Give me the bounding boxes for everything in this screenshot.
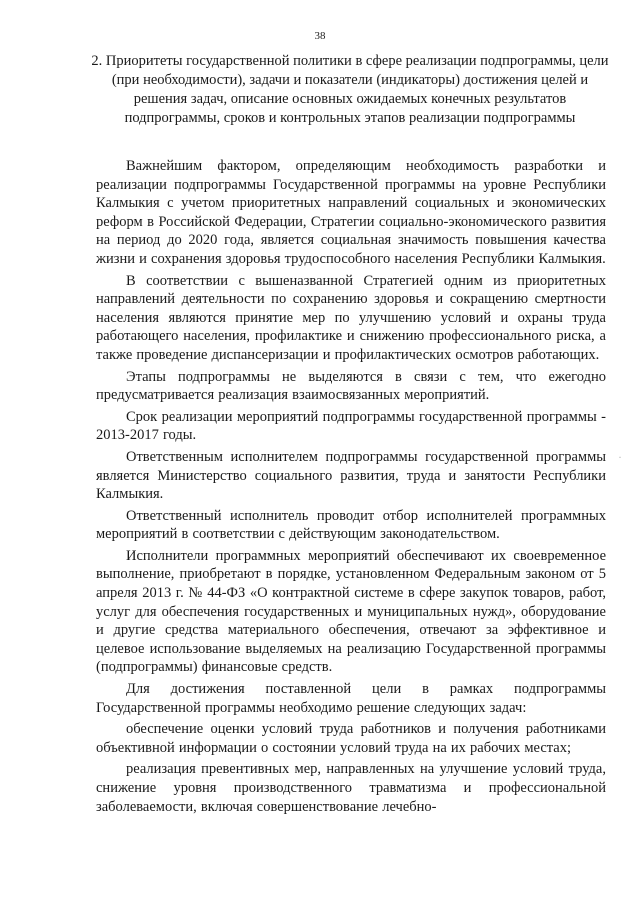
paragraph: обеспечение оценки условий труда работников и получения работниками объективной информации о состоянии условий труда на их рабочих местах; [96,721,606,756]
page-number: 38 [314,30,326,42]
paragraph: Ответственным исполнителем подпрограммы государственной программы является Министерство социального развития, труда и занятости Республики Калмыкия. [96,448,606,503]
section-heading: 2. Приоритеты государственной политики в сфере реализации подпрограммы, цели (при необходимости), задачи и показатели (индикаторы) достижения целей и решения задач, описание основных ожидаемых конечных результатов подпрограммы, сроков и контрольных этапов реализации подпрограммы [91,53,609,126]
paragraph: Ответственный исполнитель проводит отбор исполнителей программных мероприятий в соответствии с действующим законодательством. [96,507,606,543]
paragraph: Исполнители программных мероприятий обеспечивают их своевременное выполнение, приобретают в порядке, установленном Федеральным законом от 5 апреля 2013 г. № 44-ФЗ «О контрактной системе в сфере закупок товаров, работ, услуг для обеспечения государственных и муниципальных нужд», оборудование и другие средства материального обеспечения, отвечают за эффективное и целевое использование выделяемых на реализацию Государственной программы (подпрограммы) финансовые средств. [96,547,606,676]
paragraph: Этапы подпрограммы не выделяются в связи с тем, что ежегодно предусматривается реализация взаимосвязанных мероприятий. [96,368,606,404]
scan-margin-mark: · [618,450,622,464]
paragraph: Важнейшим фактором, определяющим необходимость разработки и реализации подпрограммы Государственной программы на уровне Республики Калмыкия с учетом приоритетных направлений социальных и экономических реформ в Российской Федерации, Стратегии социально-экономического развития на период до 2020 года, является социальная значимость повышения качества жизни и сохранения здоровья трудоспособного населения Республики Калмыкия. [96,158,606,267]
paragraph: Срок реализации мероприятий подпрограммы государственной программы - 2013-2017 годы. [96,408,606,444]
paragraph: реализация превентивных мер, направленных на улучшение условий труда, снижение уровня производственного травматизма и профессиональной заболеваемости, включая совершенствование лечебно- [96,761,606,815]
body-text [96,157,606,819]
paragraph: Для достижения поставленной цели в рамках подпрограммы Государственной программы необходимо решение следующих задач: [96,681,606,716]
paragraph: В соответствии с вышеназванной Стратегией одним из приоритетных направлений деятельности по сохранению здоровья и сокращению смертности населения являются принятие мер по улучшению условий и охраны труда работающего населения, профилактике и снижению профессионального риска, а также проведение диспансеризации и профилактических осмотров работающих. [96,272,606,363]
